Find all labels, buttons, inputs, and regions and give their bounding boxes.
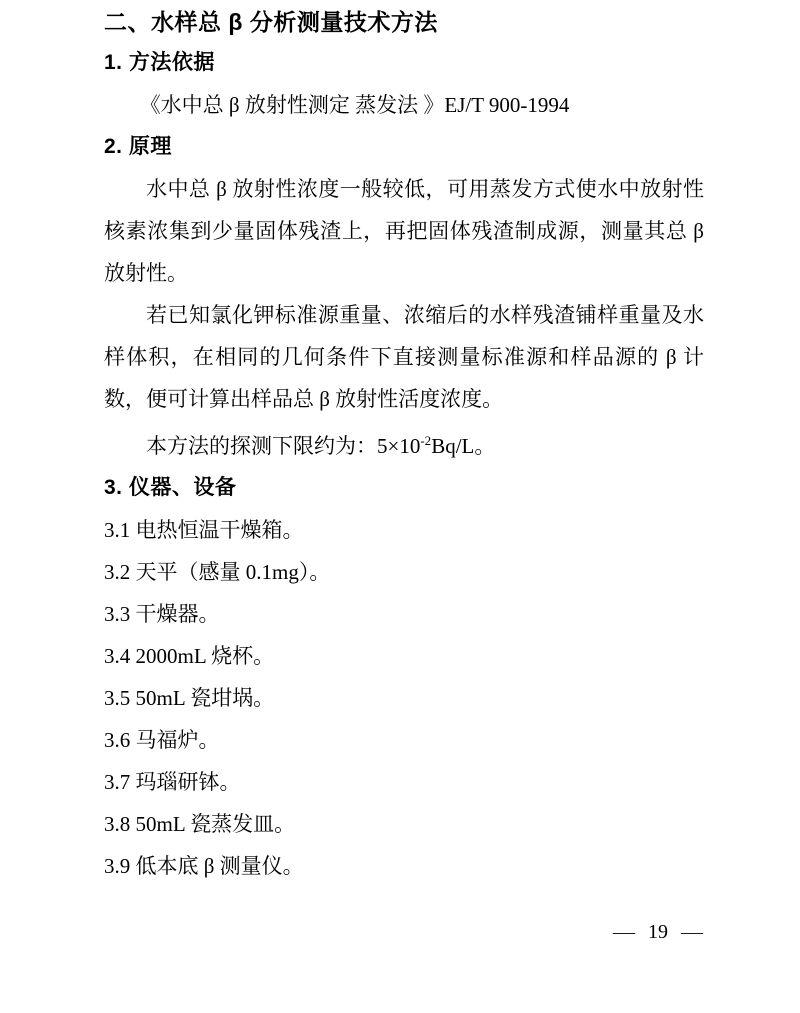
section-1-heading: 1. 方法依据 xyxy=(104,51,215,74)
equipment-item-3-8: 3.8 50mL 瓷蒸发皿。 xyxy=(104,812,296,836)
document-title-text: 二、水样总 β 分析测量技术方法 xyxy=(104,9,438,35)
principle-paragraph-1: 水中总 β 放射性浓度一般较低，可用蒸发方式使水中放射性核素浓集到少量固体残渣上，再把固体残渣制成源，测量其总 β 放射性。 xyxy=(104,177,704,285)
equipment-item-3-2: 3.2 天平（感量 0.1mg）。 xyxy=(104,560,331,584)
detection-limit-prefix: 本方法的探测下限约为：5×10 xyxy=(146,434,421,458)
section-3-heading: 3. 仪器、设备 xyxy=(104,476,237,499)
equipment-item-3-9: 3.9 低本底 β 测量仪。 xyxy=(104,854,304,878)
section-2-heading: 2. 原理 xyxy=(104,135,172,158)
detection-limit-suffix: Bq/L。 xyxy=(431,434,496,458)
footer-dash-left: — xyxy=(613,921,635,943)
detection-limit-line xyxy=(104,420,704,467)
principle-paragraph-2: 若已知氯化钾标准源重量、浓缩后的水样残渣铺样重量及水样体积，在相同的几何条件下直接测量标准源和样品源的 β 计数，便可计算出样品总 β 放射性活度浓度。 xyxy=(104,303,704,411)
detection-limit-superscript: -2 xyxy=(420,433,432,448)
equipment-item-3-4: 3.4 2000mL 烧杯。 xyxy=(104,644,275,668)
equipment-item-3-1: 3.1 电热恒温干燥箱。 xyxy=(104,518,304,542)
page-footer xyxy=(614,918,702,946)
equipment-item-3-6: 3.6 马福炉。 xyxy=(104,728,220,752)
footer-dash-right: — xyxy=(681,921,703,943)
page-number: 19 xyxy=(648,921,668,943)
equipment-item-3-3: 3.3 干燥器。 xyxy=(104,602,220,626)
equipment-item-3-7: 3.7 玛瑙研钵。 xyxy=(104,770,241,794)
method-reference: 《水中总 β 放射性测定 蒸发法 》EJ/T 900-1994 xyxy=(139,93,570,117)
equipment-item-3-5: 3.5 50mL 瓷坩埚。 xyxy=(104,686,275,710)
document-title xyxy=(104,2,704,42)
